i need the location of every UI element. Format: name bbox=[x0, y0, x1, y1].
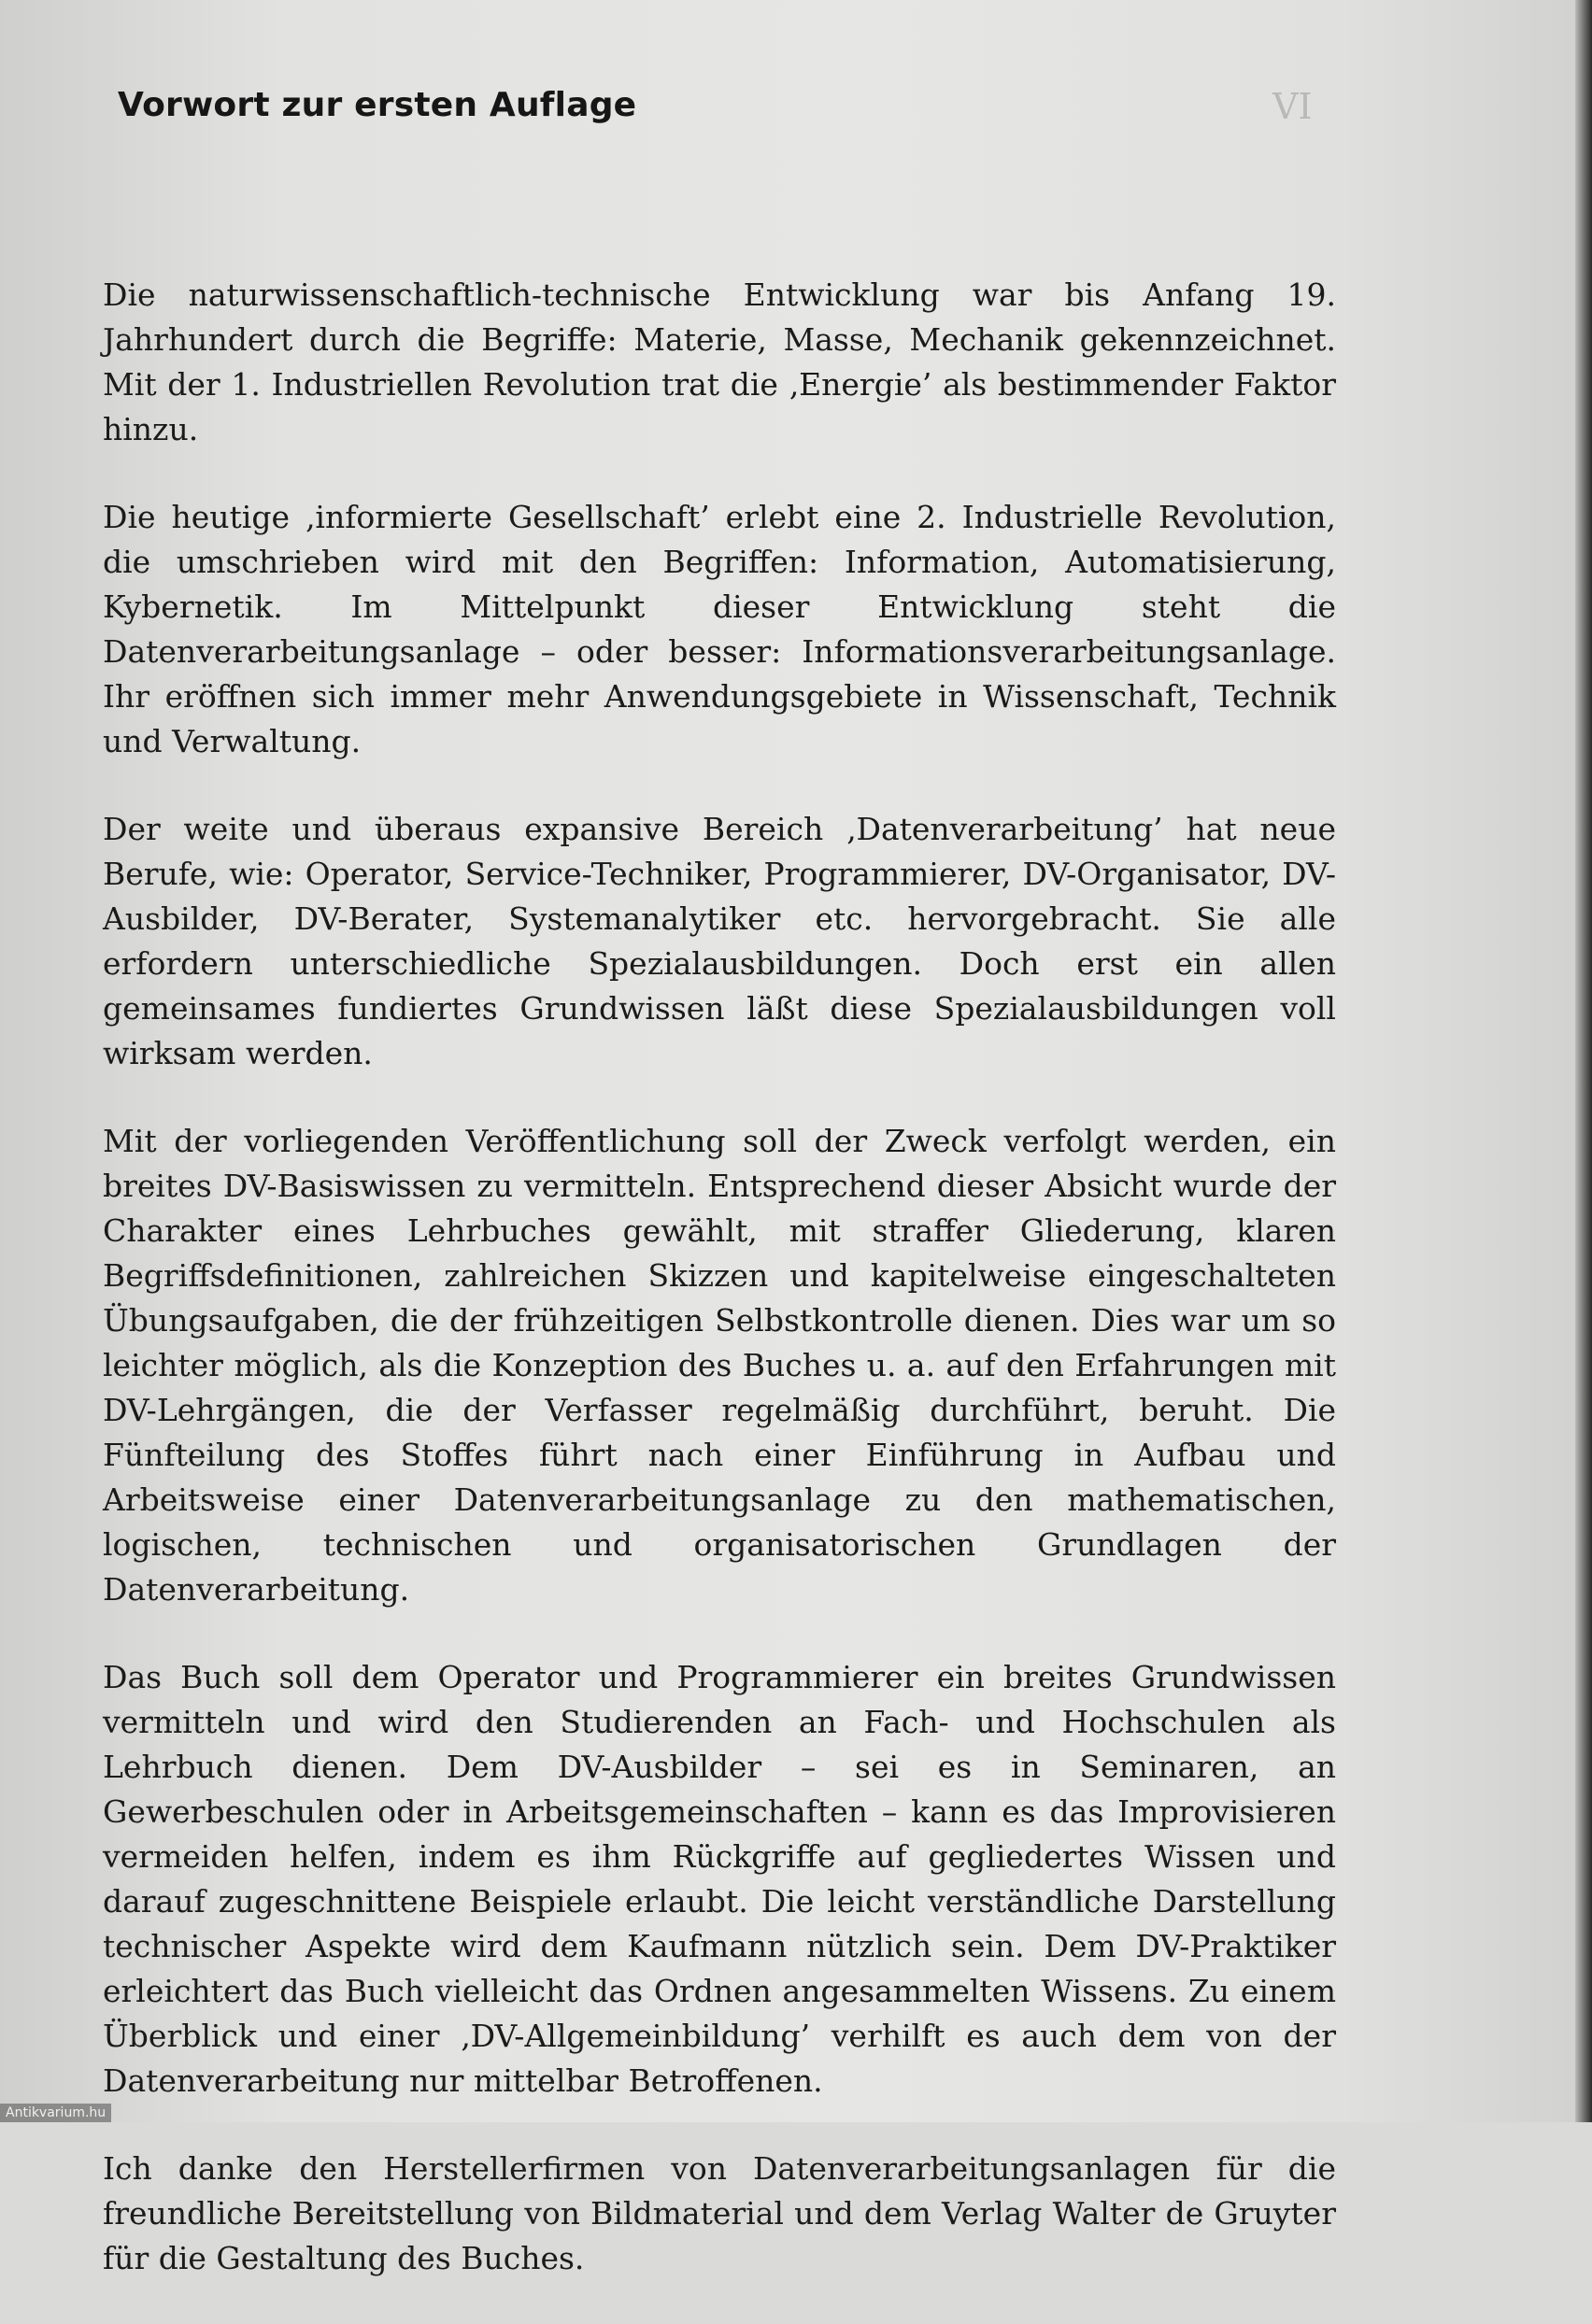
paragraph: Die naturwissenschaftlich-technische Entwicklung war bis Anfang 19. Jahrhundert durch die Begriffe: Materie, Masse, Mechanik gekennzeichnet. Mit der 1. Industriellen Revolution trat die ‚Energie’ als bestimmender Faktor hinzu. bbox=[103, 276, 1336, 447]
page-number: VI bbox=[1272, 86, 1313, 127]
paragraph: Ich danke den Herstellerfirmen von Datenverarbeitungsanlagen für die freundliche Bereitstellung von Bildmaterial und dem Verlag Walter de Gruyter für die Gestaltung des Buches. bbox=[103, 2150, 1336, 2276]
page-edge-shadow bbox=[1575, 0, 1592, 2122]
paragraph: Mit der vorliegenden Veröffentlichung soll der Zweck verfolgt werden, ein breites DV-Basiswissen zu vermitteln. Entsprechend dieser Absicht wurde der Charakter eines Lehrbuches gewählt, mit straffer Gliederung, klaren Begriffsdefinitionen, zahlreichen Skizzen und kapitelweise eingeschalteten Übungsaufgaben, die der frühzeitigen Selbstkontrolle dienen. Dies war um so leichter möglich, als die Konzeption des Buches u. a. auf den Erfahrungen mit DV-Lehrgängen, die der Verfasser regelmäßig durchführt, beruht. Die Fünfteilung des Stoffes führt nach einer Einführung in Aufbau und Arbeitsweise einer Datenverarbeitungsanlage zu den mathematischen, logischen, technischen und organisatorischen Grundlagen der Datenverarbeitung. bbox=[103, 1123, 1336, 1608]
watermark: Antikvarium.hu bbox=[0, 2104, 111, 2122]
paragraph: Der weite und überaus expansive Bereich ‚Datenverarbeitung’ hat neue Berufe, wie: Operator, Service-Techniker, Programmierer, DV-Organisator, DV-Ausbilder, DV-Berater, Systemanalytiker etc. hervorgebracht. Sie alle erfordern unterschiedliche Spezialausbildungen. Doch erst ein allen gemeinsames fundiertes Grundwissen läßt diese Spezialausbildungen voll wirksam werden. bbox=[103, 811, 1336, 1071]
paragraph: Die heutige ‚informierte Gesellschaft’ erlebt eine 2. Industrielle Revolution, die umschrieben wird mit den Begriffen: Information, Automatisierung, Kybernetik. Im Mittelpunkt dieser Entwicklung steht die Datenverarbeitungsanlage – oder besser: Informationsverarbeitungsanlage. Ihr eröffnen sich immer mehr Anwendungsgebiete in Wissenschaft, Technik und Verwaltung. bbox=[103, 499, 1336, 759]
paragraph: Das Buch soll dem Operator und Programmierer ein breites Grundwissen vermitteln und wird den Studierenden an Fach- und Hochschulen als Lehrbuch dienen. Dem DV-Ausbilder – sei es in Seminaren, an Gewerbeschulen oder in Arbeitsgemeinschaften – kann es das Improvisieren vermeiden helfen, indem es ihm Rückgriffe auf gegliedertes Wissen und darauf zugeschnittene Beispiele erlaubt. Die leicht verständliche Darstellung technischer Aspekte wird dem Kaufmann nützlich sein. Dem DV-Praktiker erleichtert das Buch vielleicht das Ordnen angesammelten Wissens. Zu einem Überblick und einer ‚DV-Allgemeinbildung’ verhilft es auch dem von der Datenverarbeitung nur mittelbar Betroffenen. bbox=[103, 1659, 1336, 2099]
page-heading: Vorwort zur ersten Auflage bbox=[118, 86, 637, 124]
preface-body bbox=[103, 273, 1336, 2324]
